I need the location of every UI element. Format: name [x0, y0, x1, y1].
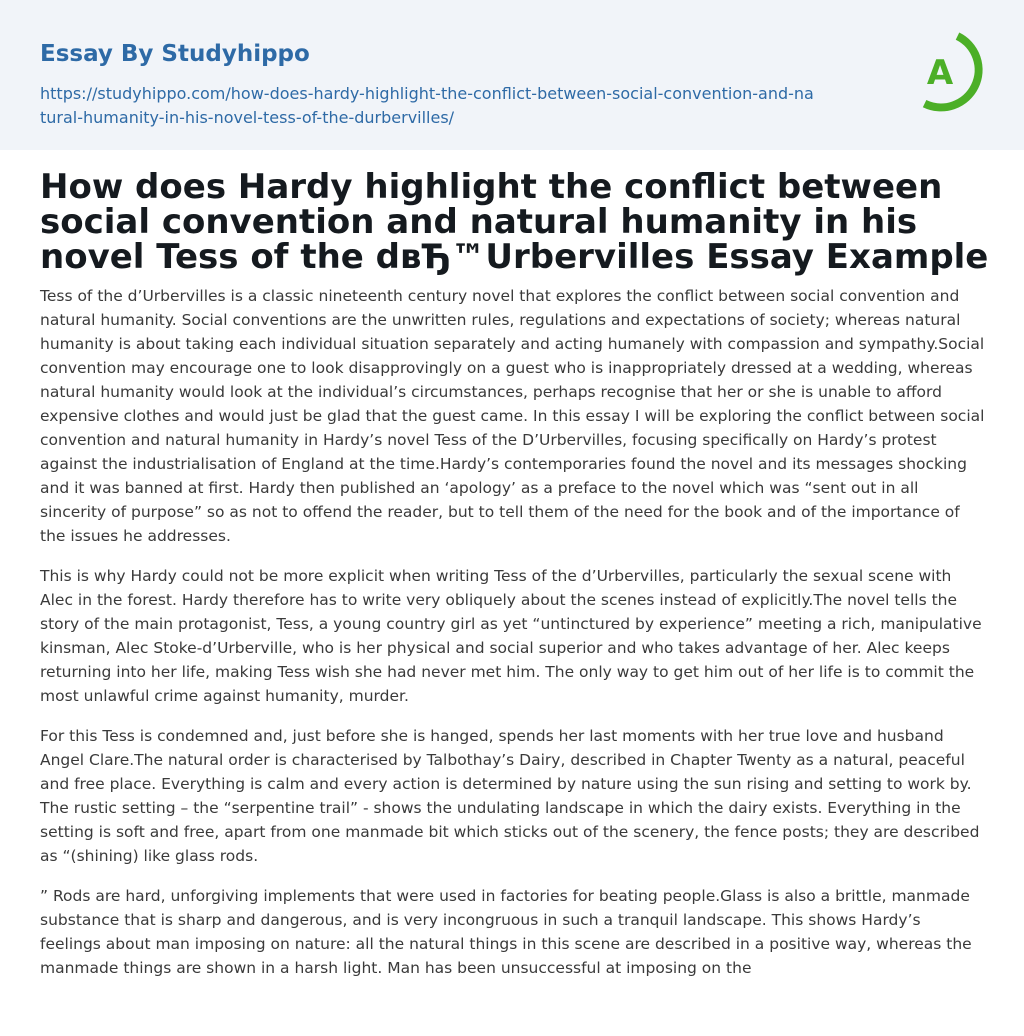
studyhippo-logo-icon[interactable] [910, 30, 986, 114]
site-brand[interactable]: Essay By Studyhippo [40, 41, 310, 67]
essay-title: How does Hardy highlight the conflict between social convention and natural humanity in his novel Tess of the dвЂ™Urbervilles Essay Example [40, 167, 989, 277]
essay-url-link[interactable]: https://studyhippo.com/how-does-hardy-highlight-the-conflict-between-social-convention-and-natural-humanity-in-his-novel-tess-of-the-durbervilles/ [40, 84, 814, 127]
essay-paragraph: ” Rods are hard, unforgiving implements that were used in factories for beating people.Glass is also a brittle, manmade substance that is sharp and dangerous, and is very incongruous in such a tranquil landscape. This shows Hardy’s feelings about man imposing on nature: all the natural things in this scene are described in a positive way, whereas the manmade things are shown in a harsh light. Man has been unsuccessful at imposing on the [40, 887, 972, 977]
essay-body [40, 284, 986, 996]
essay-paragraph: Tess of the d’Urbervilles is a classic nineteenth century novel that explores the conflict between social convention and natural humanity. Social conventions are the unwritten rules, regulations and expectations of society; whereas natural humanity is about taking each individual situation separately and acting humanely with compassion and sympathy.Social convention may encourage one to look disapprovingly on a guest who is inappropriately dressed at a wedding, whereas natural humanity would look at the individual’s circumstances, perhaps recognise that her or she is unable to afford expensive clothes and would just be glad that the guest came. In this essay I will be exploring the conflict between social convention and natural humanity in Hardy’s novel Tess of the D’Urbervilles, focusing specifically on Hardy’s protest against the industrialisation of England at the time.Hardy’s contemporaries found the novel and its messages shocking and it was banned at first. Hardy then published an ‘apology’ as a preface to the novel which was “sent out in all sincerity of purpose” so as not to offend the reader, but to tell them of the need for the book and of the importance of the issues he addresses. [40, 287, 985, 545]
logo-letter: A [926, 53, 954, 93]
essay-paragraph: This is why Hardy could not be more explicit when writing Tess of the d’Urbervilles, particularly the sexual scene with Alec in the forest. Hardy therefore has to write very obliquely about the scenes instead of explicitly.The novel tells the story of the main protagonist, Tess, a young country girl as yet “untinctured by experience” meeting a rich, manipulative kinsman, Alec Stoke-d’Urberville, who is her physical and social superior and who takes advantage of her. Alec keeps returning into her life, making Tess wish she had never met him. The only way to get him out of her life is to commit the most unlawful crime against humanity, murder. [40, 567, 982, 705]
site-header [0, 0, 1024, 150]
essay-paragraph: For this Tess is condemned and, just before she is hanged, spends her last moments with her true love and husband Angel Clare.The natural order is characterised by Talbothay’s Dairy, described in Chapter Twenty as a natural, peaceful and free place. Everything is calm and every action is determined by nature using the sun rising and setting to work by. The rustic setting – the “serpentine trail” - shows the undulating landscape in which the dairy exists. Everything in the setting is soft and free, apart from one manmade bit which sticks out of the scenery, the fence posts; they are described as “(shining) like glass rods. [40, 727, 980, 865]
